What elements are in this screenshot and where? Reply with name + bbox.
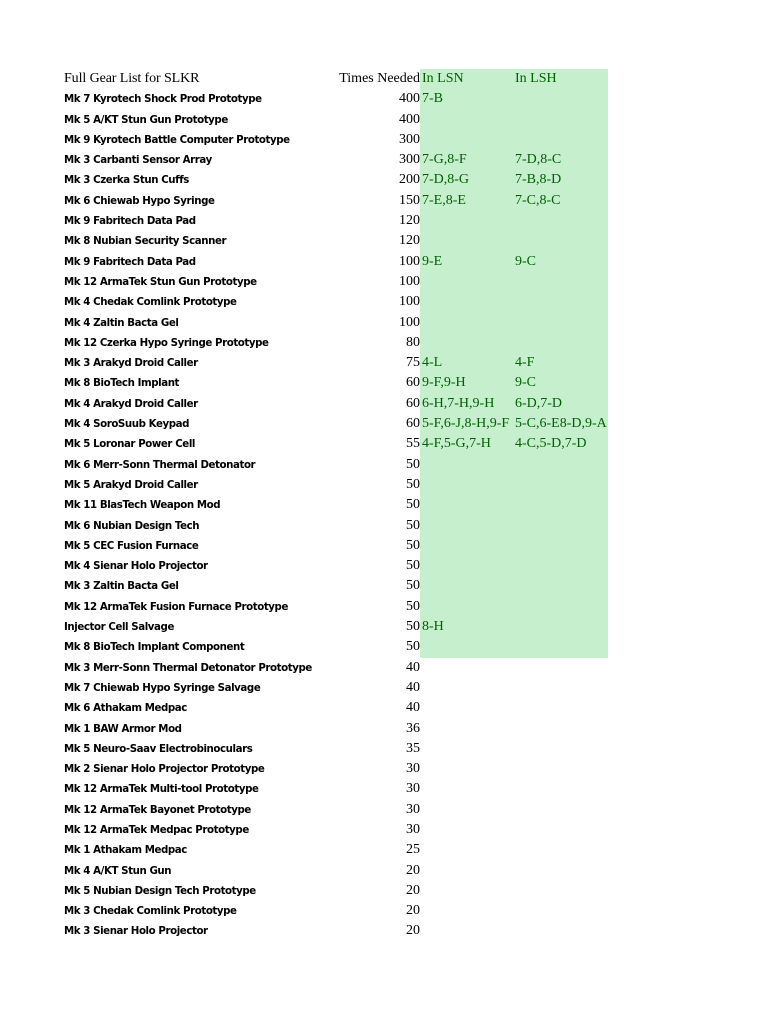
in-lsn-cell: 8-H <box>422 619 444 635</box>
table-row <box>0 921 768 941</box>
times-needed-cell: 20 <box>406 903 420 919</box>
in-lsh-cell <box>515 617 615 637</box>
in-lsh-cell <box>515 921 615 941</box>
in-lsn-cell <box>422 658 514 678</box>
in-lsn-cell <box>422 516 514 536</box>
in-lsn-cell <box>422 211 514 231</box>
in-lsn-cell <box>422 901 514 921</box>
gear-name-cell: Mk 9 Kyrotech Battle Computer Prototype <box>64 132 290 146</box>
in-lsn-cell <box>422 921 514 941</box>
times-needed-cell: 30 <box>406 801 420 817</box>
in-lsn-cell <box>422 292 514 312</box>
table-row <box>0 333 768 353</box>
gear-name-cell: Mk 6 Nubian Design Tech <box>64 518 200 532</box>
times-needed-cell: 400 <box>399 111 420 127</box>
gear-name-cell: Mk 12 ArmaTek Bayonet Prototype <box>64 802 251 816</box>
in-lsh-cell <box>515 333 615 353</box>
in-lsn-cell: 5-F,6-J,8-H,9-F <box>422 416 510 432</box>
header-in-lsh: In LSH <box>515 71 557 86</box>
gear-name-cell: Mk 6 Athakam Medpac <box>64 701 187 715</box>
times-needed-cell: 20 <box>406 862 420 878</box>
table-row <box>0 434 768 454</box>
table-row <box>0 881 768 901</box>
gear-name-cell: Mk 4 SoroSuub Keypad <box>64 417 190 431</box>
times-needed-cell: 50 <box>406 578 420 594</box>
in-lsh-cell: 9-C <box>515 253 536 269</box>
in-lsn-cell: 9-E <box>422 253 443 269</box>
gear-name-cell: Mk 5 Nubian Design Tech Prototype <box>64 883 256 897</box>
times-needed-cell: 50 <box>406 456 420 472</box>
in-lsn-cell <box>422 576 514 596</box>
times-needed-cell: 50 <box>406 639 420 655</box>
table-row <box>0 597 768 617</box>
in-lsh-cell <box>515 861 615 881</box>
header-gear-list-title: Full Gear List for SLKR <box>64 71 200 86</box>
in-lsh-cell <box>515 840 615 860</box>
times-needed-cell: 60 <box>406 416 420 432</box>
table-row <box>0 739 768 759</box>
in-lsh-cell <box>515 495 615 515</box>
times-needed-cell: 150 <box>399 192 420 208</box>
table-row <box>0 617 768 637</box>
in-lsn-cell <box>422 313 514 333</box>
table-row <box>0 495 768 515</box>
gear-name-cell: Mk 12 ArmaTek Multi-tool Prototype <box>64 782 259 796</box>
table-row <box>0 576 768 596</box>
in-lsn-cell <box>422 231 514 251</box>
table-row <box>0 800 768 820</box>
times-needed-cell: 100 <box>399 253 420 269</box>
in-lsn-cell <box>422 637 514 657</box>
table-row <box>0 759 768 779</box>
in-lsh-cell <box>515 739 615 759</box>
times-needed-cell: 50 <box>406 558 420 574</box>
in-lsh-cell: 9-C <box>515 375 536 391</box>
in-lsn-cell <box>422 110 514 130</box>
gear-list-table <box>0 69 768 942</box>
times-needed-cell: 50 <box>406 537 420 553</box>
in-lsh-cell <box>515 901 615 921</box>
in-lsn-cell <box>422 820 514 840</box>
in-lsh-cell <box>515 313 615 333</box>
in-lsh-cell <box>515 881 615 901</box>
times-needed-cell: 50 <box>406 476 420 492</box>
gear-rows <box>0 89 768 941</box>
gear-name-cell: Mk 3 Arakyd Droid Caller <box>64 356 198 370</box>
gear-name-cell: Mk 5 Loronar Power Cell <box>64 437 195 451</box>
gear-name-cell: Mk 4 A/KT Stun Gun <box>64 863 172 877</box>
table-row <box>0 637 768 657</box>
table-row <box>0 373 768 393</box>
times-needed-cell: 25 <box>406 842 420 858</box>
in-lsn-cell <box>422 556 514 576</box>
table-row <box>0 252 768 272</box>
times-needed-cell: 75 <box>406 355 420 371</box>
gear-name-cell: Mk 4 Arakyd Droid Caller <box>64 396 198 410</box>
in-lsn-cell: 4-L <box>422 355 443 371</box>
table-row <box>0 820 768 840</box>
times-needed-cell: 60 <box>406 395 420 411</box>
in-lsh-cell <box>515 110 615 130</box>
in-lsn-cell <box>422 130 514 150</box>
in-lsh-cell <box>515 759 615 779</box>
in-lsn-cell <box>422 272 514 292</box>
in-lsh-cell <box>515 698 615 718</box>
table-row <box>0 272 768 292</box>
times-needed-cell: 20 <box>406 923 420 939</box>
times-needed-cell: 400 <box>399 91 420 107</box>
table-row <box>0 231 768 251</box>
in-lsh-cell: 4-C,5-D,7-D <box>515 436 587 452</box>
in-lsn-cell: 7-B <box>422 91 443 107</box>
table-row <box>0 779 768 799</box>
table-row <box>0 353 768 373</box>
times-needed-cell: 50 <box>406 598 420 614</box>
table-row <box>0 211 768 231</box>
in-lsh-cell: 5-C,6-E8-D,9-A <box>515 416 607 432</box>
in-lsh-cell <box>515 272 615 292</box>
gear-name-cell: Mk 3 Czerka Stun Cuffs <box>64 173 189 187</box>
in-lsn-cell <box>422 475 514 495</box>
gear-name-cell: Mk 12 ArmaTek Stun Gun Prototype <box>64 274 257 288</box>
gear-name-cell: Mk 1 BAW Armor Mod <box>64 721 182 735</box>
in-lsh-cell: 7-B,8-D <box>515 172 562 188</box>
table-row <box>0 414 768 434</box>
table-row <box>0 698 768 718</box>
times-needed-cell: 50 <box>406 517 420 533</box>
gear-name-cell: Mk 9 Fabritech Data Pad <box>64 254 196 268</box>
in-lsh-cell <box>515 800 615 820</box>
in-lsn-cell <box>422 739 514 759</box>
times-needed-cell: 300 <box>399 152 420 168</box>
table-row <box>0 536 768 556</box>
gear-name-cell: Mk 12 Czerka Hypo Syringe Prototype <box>64 335 269 349</box>
in-lsh-cell <box>515 211 615 231</box>
header-times-needed: Times Needed <box>339 71 420 86</box>
in-lsh-cell: 7-C,8-C <box>515 192 561 208</box>
in-lsh-cell <box>515 820 615 840</box>
in-lsn-cell: 7-E,8-E <box>422 192 466 208</box>
table-row <box>0 150 768 170</box>
table-row <box>0 516 768 536</box>
in-lsn-cell: 4-F,5-G,7-H <box>422 436 491 452</box>
in-lsh-cell <box>515 678 615 698</box>
times-needed-cell: 100 <box>399 294 420 310</box>
gear-name-cell: Mk 9 Fabritech Data Pad <box>64 214 196 228</box>
in-lsn-cell <box>422 597 514 617</box>
in-lsh-cell: 4-F <box>515 355 535 371</box>
table-row <box>0 110 768 130</box>
times-needed-cell: 60 <box>406 375 420 391</box>
in-lsn-cell <box>422 779 514 799</box>
gear-name-cell: Mk 6 Chiewab Hypo Syringe <box>64 193 215 207</box>
table-row <box>0 394 768 414</box>
in-lsh-cell <box>515 536 615 556</box>
in-lsh-cell <box>515 130 615 150</box>
times-needed-cell: 55 <box>406 436 420 452</box>
gear-name-cell: Mk 11 BlasTech Weapon Mod <box>64 498 221 512</box>
table-row <box>0 719 768 739</box>
in-lsh-cell <box>515 475 615 495</box>
times-needed-cell: 80 <box>406 334 420 350</box>
times-needed-cell: 120 <box>399 213 420 229</box>
in-lsh-cell <box>515 292 615 312</box>
gear-name-cell: Mk 8 BioTech Implant Component <box>64 640 245 654</box>
times-needed-cell: 30 <box>406 761 420 777</box>
in-lsn-cell <box>422 678 514 698</box>
table-row <box>0 89 768 109</box>
times-needed-cell: 300 <box>399 131 420 147</box>
times-needed-cell: 40 <box>406 659 420 675</box>
gear-name-cell: Injector Cell Salvage <box>64 620 174 634</box>
in-lsh-cell <box>515 89 615 109</box>
table-row <box>0 840 768 860</box>
in-lsh-cell <box>515 231 615 251</box>
in-lsn-cell: 7-D,8-G <box>422 172 470 188</box>
table-row <box>0 170 768 190</box>
gear-name-cell: Mk 4 Sienar Holo Projector <box>64 559 208 573</box>
times-needed-cell: 36 <box>406 720 420 736</box>
in-lsn-cell <box>422 719 514 739</box>
in-lsn-cell <box>422 698 514 718</box>
gear-name-cell: Mk 5 Arakyd Droid Caller <box>64 477 198 491</box>
gear-name-cell: Mk 6 Merr-Sonn Thermal Detonator <box>64 457 256 471</box>
in-lsh-cell <box>515 637 615 657</box>
table-row <box>0 191 768 211</box>
gear-name-cell: Mk 3 Chedak Comlink Prototype <box>64 904 237 918</box>
in-lsn-cell <box>422 495 514 515</box>
table-row <box>0 861 768 881</box>
in-lsn-cell <box>422 881 514 901</box>
in-lsh-cell <box>515 576 615 596</box>
in-lsn-cell <box>422 759 514 779</box>
gear-name-cell: Mk 2 Sienar Holo Projector Prototype <box>64 762 265 776</box>
in-lsn-cell: 7-G,8-F <box>422 152 467 168</box>
table-row <box>0 901 768 921</box>
gear-name-cell: Mk 8 BioTech Implant <box>64 376 180 390</box>
in-lsh-cell <box>515 779 615 799</box>
in-lsn-cell <box>422 333 514 353</box>
gear-name-cell: Mk 5 A/KT Stun Gun Prototype <box>64 112 228 126</box>
times-needed-cell: 100 <box>399 314 420 330</box>
in-lsh-cell: 7-D,8-C <box>515 152 562 168</box>
gear-name-cell: Mk 3 Merr-Sonn Thermal Detonator Prototype <box>64 660 312 674</box>
in-lsh-cell <box>515 455 615 475</box>
gear-name-cell: Mk 8 Nubian Security Scanner <box>64 234 227 248</box>
in-lsn-cell: 9-F,9-H <box>422 375 466 391</box>
times-needed-cell: 200 <box>399 172 420 188</box>
times-needed-cell: 50 <box>406 619 420 635</box>
times-needed-cell: 100 <box>399 273 420 289</box>
gear-name-cell: Mk 7 Kyrotech Shock Prod Prototype <box>64 92 262 106</box>
table-row <box>0 130 768 150</box>
times-needed-cell: 120 <box>399 233 420 249</box>
times-needed-cell: 50 <box>406 497 420 513</box>
times-needed-cell: 20 <box>406 882 420 898</box>
gear-name-cell: Mk 4 Zaltin Bacta Gel <box>64 315 179 329</box>
in-lsh-cell <box>515 556 615 576</box>
in-lsh-cell <box>515 516 615 536</box>
times-needed-cell: 30 <box>406 821 420 837</box>
in-lsh-cell <box>515 719 615 739</box>
table-row <box>0 678 768 698</box>
table-row <box>0 556 768 576</box>
gear-name-cell: Mk 12 ArmaTek Medpac Prototype <box>64 822 249 836</box>
times-needed-cell: 35 <box>406 740 420 756</box>
gear-name-cell: Mk 3 Carbanti Sensor Array <box>64 153 212 167</box>
gear-name-cell: Mk 3 Zaltin Bacta Gel <box>64 579 179 593</box>
table-row <box>0 313 768 333</box>
in-lsn-cell <box>422 455 514 475</box>
header-in-lsn: In LSN <box>422 71 464 86</box>
times-needed-cell: 30 <box>406 781 420 797</box>
times-needed-cell: 40 <box>406 679 420 695</box>
gear-name-cell: Mk 5 Neuro-Saav Electrobinoculars <box>64 741 253 755</box>
table-row <box>0 292 768 312</box>
gear-name-cell: Mk 7 Chiewab Hypo Syringe Salvage <box>64 680 261 694</box>
gear-name-cell: Mk 3 Sienar Holo Projector <box>64 924 208 938</box>
in-lsn-cell <box>422 861 514 881</box>
table-row <box>0 658 768 678</box>
in-lsn-cell <box>422 800 514 820</box>
times-needed-cell: 40 <box>406 700 420 716</box>
table-row <box>0 455 768 475</box>
in-lsn-cell: 6-H,7-H,9-H <box>422 395 495 411</box>
header-row <box>0 69 768 89</box>
table-row <box>0 475 768 495</box>
in-lsh-cell: 6-D,7-D <box>515 395 563 411</box>
gear-name-cell: Mk 4 Chedak Comlink Prototype <box>64 295 237 309</box>
in-lsh-cell <box>515 597 615 617</box>
in-lsh-cell <box>515 658 615 678</box>
gear-name-cell: Mk 1 Athakam Medpac <box>64 843 187 857</box>
gear-name-cell: Mk 5 CEC Fusion Furnace <box>64 538 199 552</box>
gear-name-cell: Mk 12 ArmaTek Fusion Furnace Prototype <box>64 599 288 613</box>
in-lsn-cell <box>422 840 514 860</box>
in-lsn-cell <box>422 536 514 556</box>
